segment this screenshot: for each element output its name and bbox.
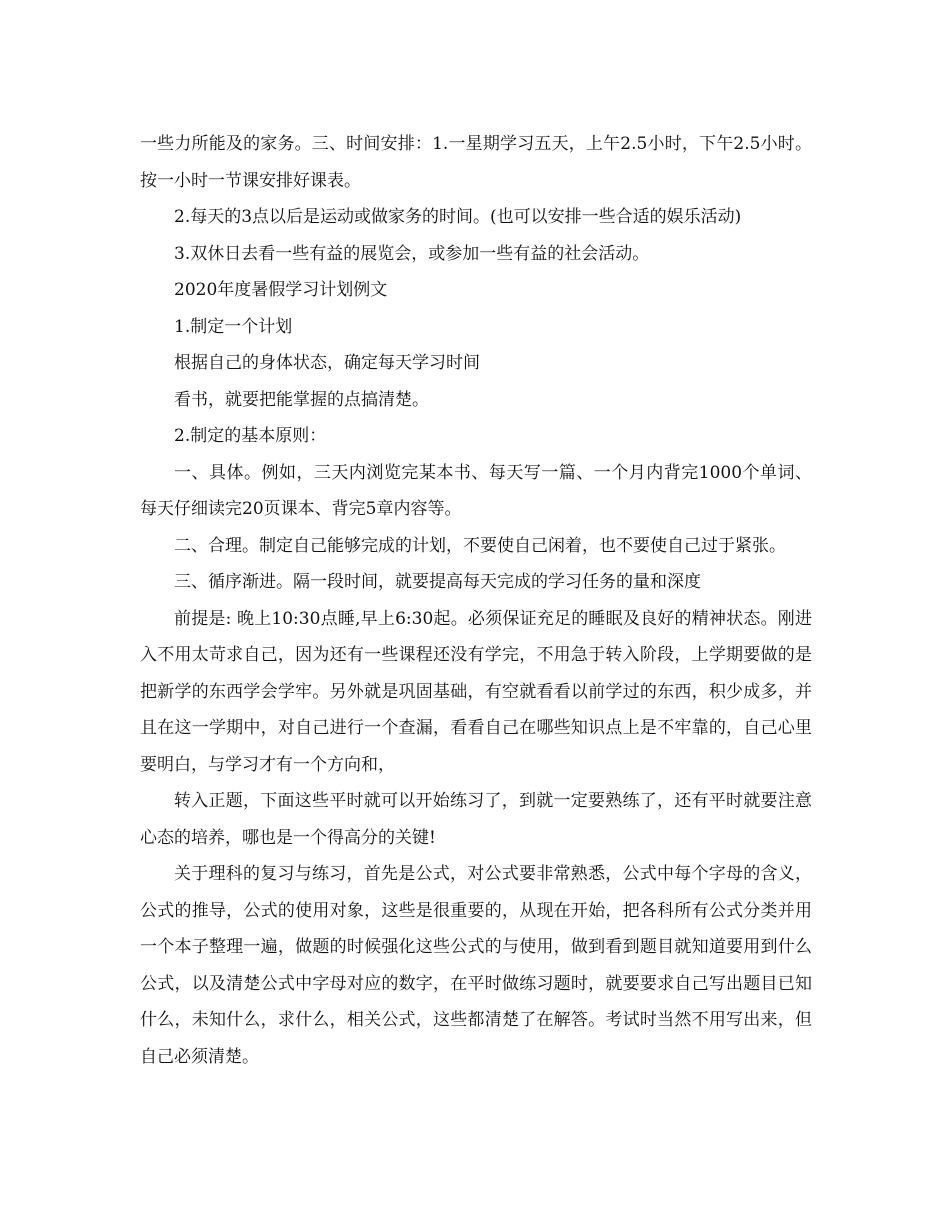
paragraph-make-plan: 1.制定一个计划: [174, 316, 293, 337]
paragraph-daily-activity: 2.每天的3点以后是运动或做家务的时间。(也可以安排一些合适的娱乐活动): [174, 207, 742, 227]
paragraph-principle-reasonable: 二、合理。制定自己能够完成的计划，不要使自己闲着，也不要使自己过于紧张。: [174, 535, 786, 556]
paragraph-housework-schedule: 一些力所能及的家务。三、时间安排：1.一星期学习五天，上午2.5小时，下午2.5小时。按一小时一节课安排好课表。: [140, 134, 812, 191]
section-heading-summer-plan: 2020年度暑假学习计划例文: [174, 280, 388, 300]
paragraph-science-review: 关于理科的复习与练习，首先是公式，对公式要非常熟悉，公式中每个字母的含义，公式的推导，公式的使用对象，这些是很重要的，从现在开始，把各科所有公式分类并用一个本子整理一遍，做题的时候强化这些公式的与使用，做到看到题目就知道要用到什么公式，以及清楚公式中字母对应的数字，在平时做练习题时，就要要求自己写出题目已知什么，未知什么，求什么，相关公式，这些都清楚了在解答。考试时当然不用写出来，但自己必须清楚。: [140, 864, 812, 1067]
paragraph-premise: 前提是: 晚上10:30点睡,早上6:30起。必须保证充足的睡眠及良好的精神状态。刚进入不用太苛求自己，因为还有一些课程还没有学完，不用急于转入阶段，上学期要做的是把新学的东西学会学牢。另外就是巩固基础，有空就看看以前学过的东西，积少成多，并且在这一学期中，对自己进行一个查漏，看看自己在哪些知识点上是不牢靠的，自己心里要明白，与学习才有一个方向和，: [140, 608, 812, 775]
paragraph-basic-principles: 2.制定的基本原则：: [174, 426, 327, 446]
paragraph-principle-specific: 一、具体。例如，三天内浏览完某本书、每天写一篇、一个月内背完1000个单词、每天仔细读完20页课本、背完5章内容等。: [140, 462, 812, 519]
paragraph-reading: 看书，就要把能掌握的点搞清楚。: [174, 389, 429, 410]
paragraph-principle-gradual: 三、循序渐进。隔一段时间，就要提高每天完成的学习任务的量和深度: [174, 572, 701, 592]
paragraph-main-topic: 转入正题，下面这些平时就可以开始练习了，到就一定要熟练了，还有平时就要注意心态的培养，哪也是一个得高分的关键!: [140, 791, 812, 848]
paragraph-weekend-activity: 3.双休日去看一些有益的展览会，或参加一些有益的社会活动。: [174, 243, 650, 264]
document-body: [140, 126, 812, 1075]
paragraph-study-time: 根据自己的身体状态，确定每天学习时间: [174, 353, 480, 373]
